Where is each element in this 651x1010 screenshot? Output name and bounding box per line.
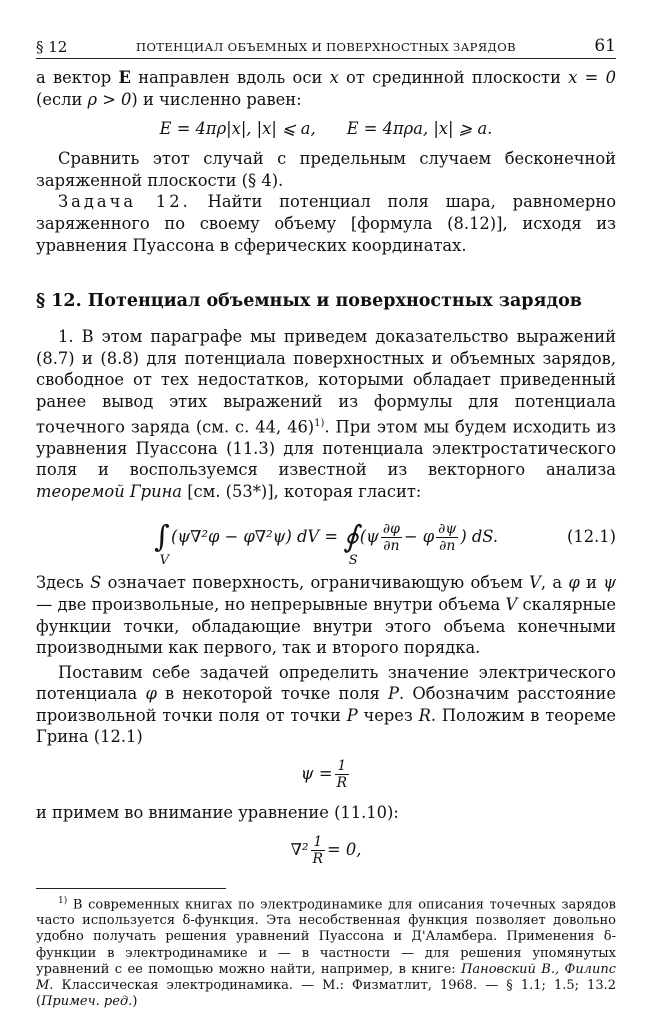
- paragraph-compare: Сравнить этот случай с предельным случаем бесконечной заряженной плоскости (§ 4).: [36, 149, 616, 190]
- footnote-rule: [36, 888, 226, 889]
- equation-laplace: ∇² $\frac{1}{R}$ = 0,: [290, 833, 362, 867]
- equation-number: (12.1): [567, 527, 616, 547]
- page: [36, 36, 616, 1010]
- integral-sign: ∫: [153, 519, 170, 555]
- footnote-mark: 1): [58, 895, 68, 906]
- contour-integral-sign: ∮: [343, 519, 359, 555]
- equation-green-theorem: ∫V(ψ∇²φ − φ∇²ψ) dV = ∮S(ψ $\frac{\partial\varphi}{\partial n}$ − φ $\frac{\partial\psi}{\partial n}$ ) dS. (12.1): [153, 519, 616, 569]
- task-12: [36, 191, 616, 256]
- equation-field-inside: E = 4πρ|x|, |x| ⩽ a,: [159, 119, 316, 139]
- section-heading: § 12. Потенциал объемных и поверхностных зарядов: [36, 291, 582, 312]
- header-title: ПОТЕНЦИАЛ ОБЪЕМНЫХ И ПОВЕРХНОСТНЫХ ЗАРЯДОВ: [136, 40, 516, 54]
- paragraph-intro: 1. В этом параграфе мы приведем доказательство выражений (8.7) и (8.8) для потенциала поверхностных и объемных зарядов, свободное от тех недостатков, которыми обладает приведенный ранее вывод этих выражений из формулы для потенциала точечного заряда (см. с. 44, 46)$^{1)}$. При этом мы будем исходить из уравнения Пуассона (11.3) для потенциала электростатического поля и воспользуемся известной из векторного анализа теоремой Грина [см. (53*)], которая гласит:: [36, 327, 616, 501]
- paragraph-definitions: Здесь S означает поверхность, ограничивающую объем V, а φ и ψ — две произвольные, но непрерывные внутри объема V скалярные функции точки, обладающие внутри этого объема конечными производными как первого, так и второго порядка.: [36, 573, 617, 658]
- task-text: Найти потенциал поля шара, равномерно заряженного по своему объему [формула (8.12)], исходя из уравнения Пуассона в сферических координатах.: [36, 192, 616, 255]
- equation-psi: ψ = $\frac{1}{R}$: [300, 758, 348, 792]
- footnote: $^{1)}$ В современных книгах по электродинамике для описания точечных зарядов часто используется δ-функция. Эта несобственная функция позволяет довольно удобно получать решения уравнений Пуассона и Д'Аламбера. Применения δ-функции в электродинамике и — в частности — для решения упомянутых уравнений с ее помощью можно найти, например, в книге: Пановский В., Филипс М. Классическая электродинамика. — М.: Физматлит, 1968. — § 1.1; 1.5; 13.2 (Примеч. ред.): [36, 895, 616, 1010]
- running-header: [36, 36, 616, 59]
- paragraph-consider: и примем во внимание уравнение (11.10):: [36, 803, 399, 823]
- equation-field: [36, 118, 616, 140]
- paragraph-task-goal: Поставим себе задачей определить значение электрического потенциала φ в некоторой точке поля P. Обозначим расстояние произвольной точки поля от точки P через R. Положим в теореме Грина (12.1): [36, 662, 617, 747]
- equation-field-outside: E = 4πρa, |x| ⩾ a.: [346, 119, 493, 139]
- page-number: 61: [594, 36, 616, 56]
- header-section: § 12: [36, 38, 68, 56]
- paragraph-vector-e: а вектор E направлен вдоль оси x от срединной плоскости x = 0 (если ρ > 0) и численно равен:: [36, 68, 616, 109]
- task-label: Задача 12.: [58, 192, 191, 212]
- footnote-ref: 1): [314, 417, 325, 429]
